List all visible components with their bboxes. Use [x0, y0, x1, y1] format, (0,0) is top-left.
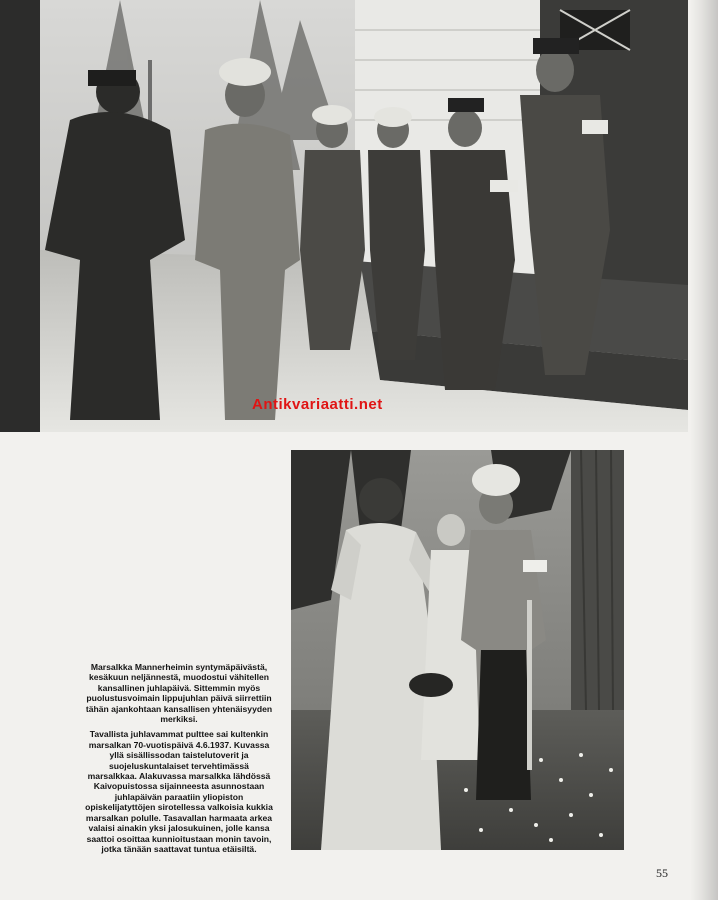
page-number: 55	[656, 866, 668, 880]
caption-paragraph-1: Marsalkka Mannerheimin syntymäpäivästä, kesäkuun neljännestä, muodostui vähitellen kansallinen juhlapäivä. Sittemmin myös puolustusvoimain lippujuhlan päivä siirrettiin tähän ajankohtaan kansallisen yhtenäisyyden merkiksi.	[85, 662, 273, 725]
bottom-photo	[291, 450, 624, 850]
top-photo	[0, 0, 688, 432]
caption-paragraph-2: Tavallista juhlavammat pulttee sai kultenkin marsalkan 70-vuotispäivä 4.6.1937. Kuvassa yllä sisällissodan taistelutoverit ja suojeluskuntalaiset tervehtimässä marsalkkaa. Alakuvassa marsalkka lähdössä Kaivopuistossa sijainneesta asunnostaan juhlapäivän paraatiin yliopiston opiskelijatyttöjen sirotellessa valkoisia kukkia marsalkan polulle. Tasavallan harmaata arkea valaisi ainakin yksi jalosukuinen, jolle kansa saattoi osoittaa kunnioitustaan monin tavoin, jotka tänään saattavat tuntua etäisiltä.	[85, 729, 273, 854]
top-photo-image	[0, 0, 688, 432]
bottom-photo-image	[291, 450, 624, 850]
watermark-text: Antikvariaatti.net	[252, 396, 383, 413]
photo-caption	[84, 662, 274, 859]
scan-edge-shadow	[690, 0, 718, 900]
